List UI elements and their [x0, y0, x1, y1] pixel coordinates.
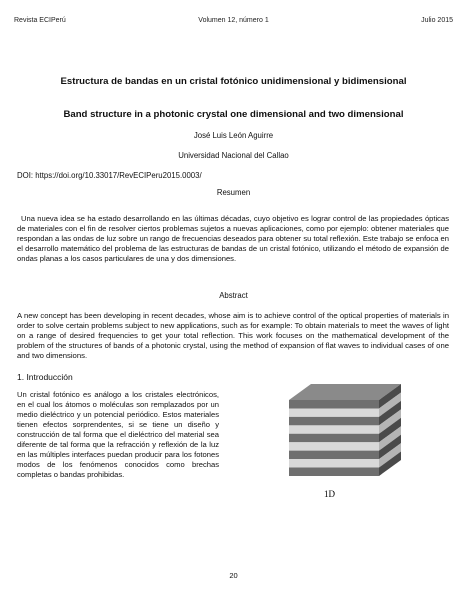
resumen-text: Una nueva idea se ha estado desarrollando en las últimas décadas, cuyo objetivo es lograr control de las propiedades ópticas de materiales con el fin de resolver ciertos problemas sujetos a nuevas aplicaciones, como por ejemplo: obtener materiales que respondan a las ondas de luz sobre un rango de frecuencias deseados para obtener su total reflexión. Este trabajo se enfoca en el desarrollo matemático del problema de las estructuras de bandas de un cristal fotónico, utilizando el método de expansión de ondas planas a los casos particulares de una y dos dimensiones. — [17, 214, 449, 263]
title-english: Band structure in a photonic crystal one dimensional and two dimensional — [63, 109, 404, 120]
abstract-text: A new concept has been developing in recent decades, whose aim is to achieve control of the optical properties of materials in order to solve certain problems subject to new applications, such as for example: To obtain materials to meet the waves of light on a range of desired frequencies to get your total reflection. This work focuses on the mathematical development of the problem of the structures of bands of a photonic crystal, using the method of expansion of flat waves to individual cases of one and two dimensions. — [17, 311, 449, 360]
figure-label: 1D — [324, 489, 335, 499]
crystal-layer-front — [289, 442, 379, 450]
crystal-layer-front — [289, 459, 379, 467]
volume-number: Volumen 12, número 1 — [198, 17, 269, 24]
crystal-layer-front — [289, 434, 379, 442]
introduccion-text: Un cristal fotónico es análogo a los cristales electrónicos, en el cual los átomos o moléculas son remplazados por un medio dieléctrico y un potencial periódico. Estos materiales tienen efectos sorprendentes, si se tiene un diseño y construcción de tal forma que el dieléctrico del material sea diferente de tal forma que la refracción y reflexión de la luz en las múltiples interfaces puedan producir para los fotones modos de los fenómenos conocidos como brechas completas o bandas prohibidas. — [17, 390, 219, 479]
title-spanish: Estructura de bandas en un cristal fotónico unidimensional y bidimensional — [60, 76, 407, 87]
resumen-heading: Resumen — [216, 188, 251, 197]
section-heading-introduccion: 1. Introducción — [17, 372, 73, 382]
crystal-layer-front — [289, 417, 379, 425]
crystal-layer-front — [289, 451, 379, 459]
page-number: 20 — [229, 571, 238, 580]
crystal-layer-front — [289, 425, 379, 433]
author-name: José Luis León Aguirre — [193, 131, 274, 140]
photonic-crystal-1d-figure — [283, 380, 411, 502]
doi-link[interactable]: DOI: https://doi.org/10.33017/RevECIPeru2015.0003/ — [17, 171, 202, 180]
abstract-heading: Abstract — [219, 291, 248, 300]
crystal-layer-front — [289, 408, 379, 416]
author-affiliation: Universidad Nacional del Callao — [178, 151, 289, 160]
crystal-layer-front — [289, 468, 379, 476]
crystal-layers — [289, 384, 401, 476]
issue-date: Julio 2015 — [421, 17, 453, 24]
journal-name: Revista ECIPerú — [14, 17, 66, 24]
crystal-layer-front — [289, 400, 379, 408]
